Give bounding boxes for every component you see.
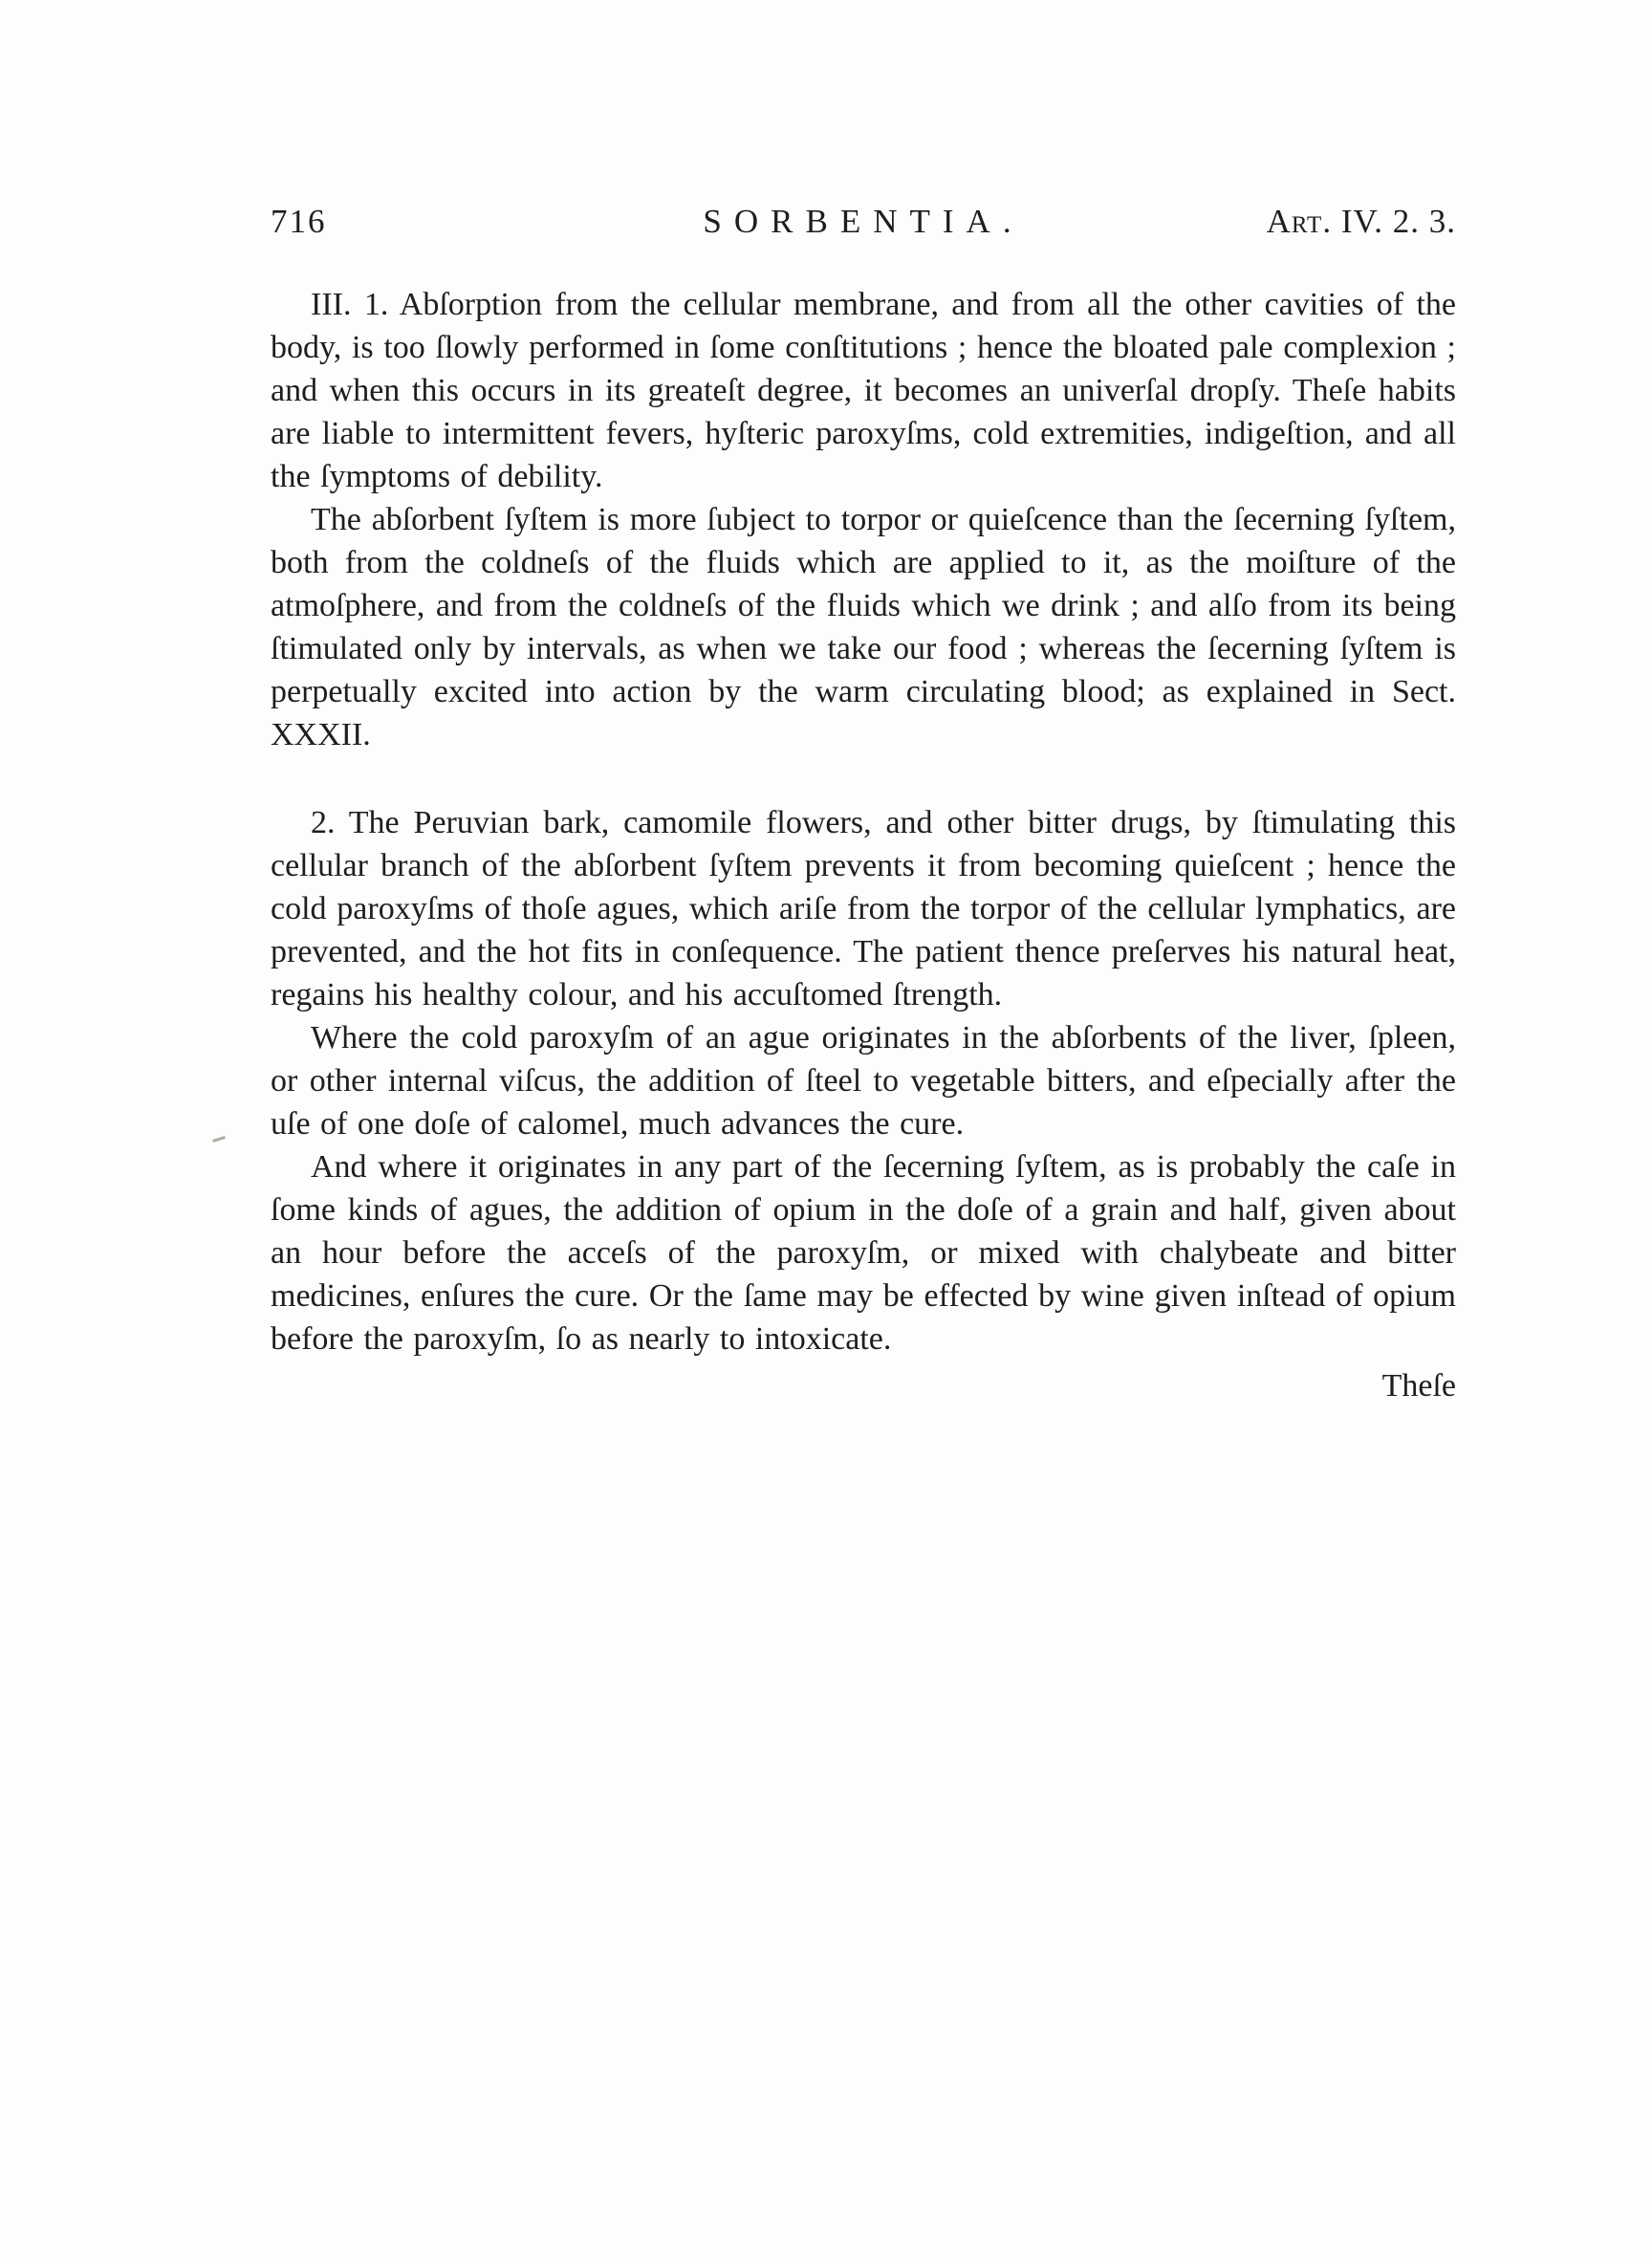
paragraph-absorption: III. 1. Abſorption from the cellular membrane, and from all the other cavities of the body, is too ſlowly performed in ſome conſtitutions ; hence the bloated pale complexion ; and when this occurs in its greateſt degree, it becomes an univerſal dropſy. Theſe habits are liable to intermittent fevers, hyſteric paroxyſms, cold extremities, indigeſtion, and all the ſymptoms of debility. xyxy=(271,287,1456,494)
paragraph-secerning-origin: And where it originates in any part of the ſecerning ſyſtem, as is probably the caſe in ſome kinds of agues, the addition of opium in the doſe of a grain and half, given about an hour before the acceſs of the paroxyſm, or mixed with chalybeate and bitter medicines, enſures the cure. Or the ſame may be effected by wine given inſtead of opium before the paroxyſm, ſo as nearly to intoxicate. xyxy=(271,1149,1456,1357)
paragraph-cold-paroxysm: Where the cold paroxyſm of an ague originates in the abſorbents of the liver, ſpleen, or other internal viſcus, the addition of ſteel to vegetable bitters, and eſpecially after the uſe of one doſe of calomel, much advances the cure. xyxy=(271,1020,1456,1142)
page-header xyxy=(271,203,1456,241)
paragraph-peruvian-bark: 2. The Peruvian bark, camomile flowers, and other bitter drugs, by ſtimulating this cellular branch of the abſorbent ſyſtem prevents it from becoming quieſcent ; hence the cold paroxyſms of thoſe agues, which ariſe from the torpor of the cellular lymphatics, are prevented, and the hot fits in conſequence. The patient thence preſerves his natural heat, regains his healthy colour, and his accuſtomed ſtrength. xyxy=(271,805,1456,1012)
page-number: 716 xyxy=(271,203,327,240)
running-title: SORBENTIA. xyxy=(703,203,1024,240)
paragraph-absorbent-system: The abſorbent ſyſtem is more ſubject to torpor or quieſcence than the ſecerning ſyſtem, both from the coldneſs of the fluids which are applied to it, as the moiſture of the atmoſphere, and from the coldneſs of the fluids which we drink ; and alſo from its being ſtimulated only by intervals, as when we take our food ; whereas the ſecerning ſyſtem is perpetually excited into action by the warm circulating blood; as explained in Sect. XXXII. xyxy=(271,502,1456,752)
article-reference: Art. IV. 2. 3. xyxy=(1266,203,1456,240)
scan-artifact-mark xyxy=(212,1136,226,1143)
catchword: Theſe xyxy=(1381,1368,1456,1404)
text-block xyxy=(271,283,1456,1407)
